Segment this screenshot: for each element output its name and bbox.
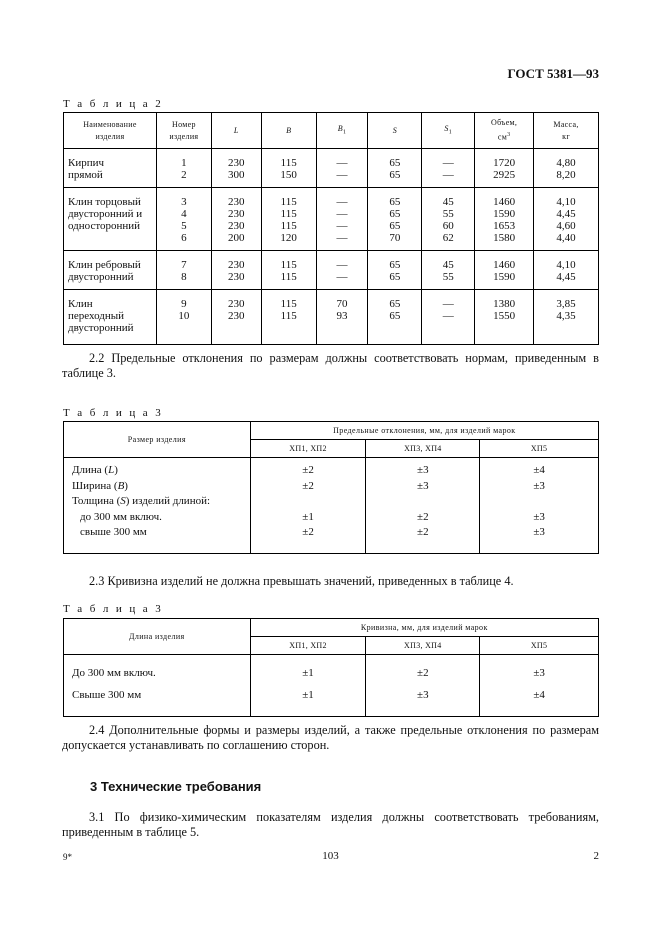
table2-cell: 9 10: [156, 290, 211, 345]
table4-col-1: ±1 ±1: [250, 655, 366, 717]
table2-cell: 65 65 65 70: [368, 188, 422, 251]
footer-right: 2: [593, 850, 599, 862]
row-label: Свыше 300 мм: [72, 689, 142, 701]
table2-cell: 45 55: [422, 251, 475, 290]
table-4: [63, 618, 599, 717]
section-3-title: 3 Технические требования: [90, 779, 262, 794]
product-name: Кирпич прямой: [64, 149, 157, 188]
paragraph-2-4: 2.4 Дополнительные формы и размеры изделий, а также предельные отклонения по размерам допускается устанавливать по соглашению сторон.: [62, 723, 599, 752]
table2-cell: — —: [316, 149, 368, 188]
table2-cell: 1460 1590: [475, 251, 534, 290]
table2-cell: — —: [316, 251, 368, 290]
table3-col-3: ±4 ±3 ±3 ±3: [480, 458, 599, 554]
table2-cell: 70 93: [316, 290, 368, 345]
table2-cell: 230 230: [211, 290, 261, 345]
row-label: свыше 300 мм: [80, 526, 147, 538]
table2-caption: Т а б л и ц а 2: [63, 98, 164, 110]
table2-cell: 4,10 4,45: [534, 251, 599, 290]
table2-group-row: [64, 149, 599, 188]
table2-cell: 65 65: [368, 251, 422, 290]
table2-cell: 45 55 60 62: [422, 188, 475, 251]
mark-header: ХП1, ХП2: [250, 637, 366, 655]
table2-cell: 3,85 4,35: [534, 290, 599, 345]
col-b-header: B: [261, 113, 316, 149]
footer-left: 9*: [63, 852, 72, 862]
row-label: Ширина (B): [72, 479, 128, 492]
table2-cell: 1720 2925: [475, 149, 534, 188]
table4-labels: [64, 655, 251, 717]
paragraph-3-1: 3.1 По физико-химическим показателям изделия должны соответствовать требованиям, приведенным в таблице 5.: [62, 810, 599, 839]
mark-header: ХП3, ХП4: [366, 637, 480, 655]
table2-cell: 115 115: [261, 251, 316, 290]
page-number: 103: [322, 850, 339, 862]
product-name: Клин торцовый двусторонний и односторонний: [64, 188, 157, 251]
product-name: Клин переходный двусторонний: [64, 290, 157, 345]
table3-col-1: ±2 ±2 ±1 ±2: [250, 458, 366, 554]
table2-group-row: [64, 188, 599, 251]
gost-header: ГОСТ 5381—93: [507, 66, 599, 81]
paragraph-2-3: 2.3 Кривизна изделий не должна превышать значений, приведенных в таблице 4.: [89, 574, 514, 588]
table2-cell: 1 2: [156, 149, 211, 188]
table2-cell: 230 230 230 200: [211, 188, 261, 251]
table4-col-3: ±3 ±4: [480, 655, 599, 717]
col-size-header: Размер изделия: [64, 422, 251, 458]
table-2: [63, 112, 599, 345]
table2-cell: 230 300: [211, 149, 261, 188]
table2-cell: 4,10 4,45 4,60 4,40: [534, 188, 599, 251]
product-name: Клин ребровый двусторонний: [64, 251, 157, 290]
table2-cell: 65 65: [368, 149, 422, 188]
table2-cell: — —: [422, 290, 475, 345]
table2-cell: 115 115: [261, 290, 316, 345]
col-s1-header: $S_1$: [422, 113, 475, 149]
col-volume-header: Объем, $см^3$: [475, 113, 534, 149]
row-label: До 300 мм включ.: [72, 667, 156, 679]
table4-caption: Т а б л и ц а 3: [63, 603, 164, 615]
col-curvature-header: Кривизна, мм, для изделий марок: [250, 619, 598, 637]
table2-cell: 1380 1550: [475, 290, 534, 345]
table4-col-2: ±2 ±3: [366, 655, 480, 717]
col-b1-header: $B_1$: [316, 113, 368, 149]
row-label: Толщина (S) изделий длиной:: [72, 495, 211, 507]
col-number-header: Номер изделия: [156, 113, 211, 149]
col-name-header: Наименование изделия: [64, 113, 157, 149]
mark-header: ХП1, ХП2: [250, 440, 366, 458]
table2-cell: 65 65: [368, 290, 422, 345]
table2-cell: 115 115 115 120: [261, 188, 316, 251]
row-label: Длина (L): [72, 464, 118, 476]
col-mass-header: Масса, кг: [534, 113, 599, 149]
table2-cell: 115 150: [261, 149, 316, 188]
table2-cell: — —: [422, 149, 475, 188]
table2-header-row: [64, 113, 599, 149]
table3-labels: [64, 458, 251, 554]
table2-cell: 230 230: [211, 251, 261, 290]
col-l-header: L: [211, 113, 261, 149]
table2-cell: 1460 1590 1653 1580: [475, 188, 534, 251]
col-s-header: S: [368, 113, 422, 149]
table2-cell: — — — —: [316, 188, 368, 251]
paragraph-2-2: 2.2 Предельные отклонения по размерам должны соответствовать нормам, приведенным в таблице 3.: [62, 351, 599, 380]
table3-col-2: ±3 ±3 ±2 ±2: [366, 458, 480, 554]
mark-header: ХП5: [480, 440, 599, 458]
table2-group-row: [64, 251, 599, 290]
table2-cell: 4,80 8,20: [534, 149, 599, 188]
col-length-header: Длина изделия: [64, 619, 251, 655]
mark-header: ХП3, ХП4: [366, 440, 480, 458]
table2-cell: 7 8: [156, 251, 211, 290]
row-label: до 300 мм включ.: [80, 510, 162, 523]
table2-cell: 3 4 5 6: [156, 188, 211, 251]
table-3: [63, 421, 599, 554]
mark-header: ХП5: [480, 637, 599, 655]
table2-group-row: [64, 290, 599, 345]
table3-caption: Т а б л и ц а 3: [63, 407, 164, 419]
col-deviation-header: Предельные отклонения, мм, для изделий марок: [250, 422, 598, 440]
